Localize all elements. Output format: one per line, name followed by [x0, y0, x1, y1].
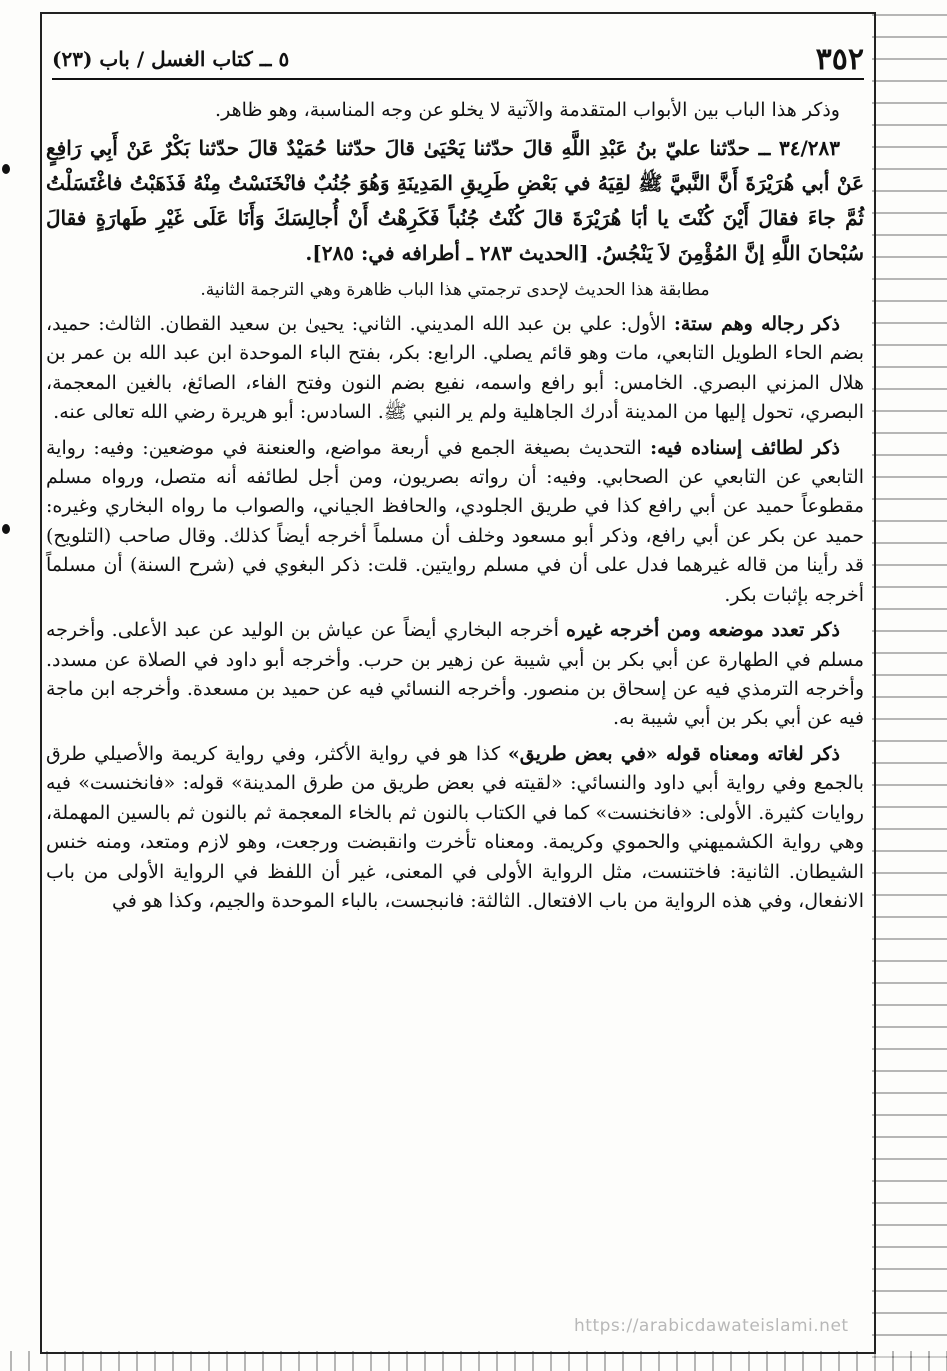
narrators-section: [46, 310, 864, 428]
section-heading: ذكر لطائف إسناده فيه:: [650, 436, 840, 459]
language-section: [46, 740, 864, 917]
paragraph-text: أخرجه البخاري أيضاً عن عياش بن الوليد عن عبد الأعلى. وأخرجه مسلم في الطهارة عن أبي بكر بن أبي شيبة عن زهير بن حرب. وأخرجه أبو داود في الصلاة عن مسدد. وأخرجه الترمذي فيه عن إسحاق بن منصور. وأخرجه النسائي فيه عن حميد بن مسعدة. وأخرجه ابن ماجة فيه عن أبي بكر بن أبي شيبة به.: [46, 619, 864, 730]
hadith-paragraph: [46, 131, 864, 271]
paragraph-text: التحديث بصيغة الجمع في أربعة مواضع، والعنعنة في موضعين: وفيه: رواية التابعي عن التابعي عن الصحابي. وفيه: أن رواته بصريون، ومن أجل لطائفه أنه متصل، ورواه مسلم مقطوعاً حميد عن أبي رافع كذا في طريق الجلودي، والحافظ الجياني، والصواب ما رواه البخاري وغيره: حميد عن بكر عن أبي رافع، وذكر أبو مسعود وخلف أن مسلماً أخرجه أيضاً كذلك. وقال صاحب (التلويح) قد رأينا من قاله غيرهما فدل على أن في مسلم روايتين. قلت: ذكر البغوي في (شرح السنة) أن مسلماً أخرجه بإثبات بكر.: [46, 436, 864, 606]
paragraph-text: وذكر هذا الباب بين الأبواب المتقدمة والآتية لا يخلو عن وجه المناسبة، وهو ظاهر.: [215, 99, 840, 121]
correspondence-note: [46, 277, 864, 303]
section-heading: ذكر تعدد موضعه ومن أخرجه غيره: [566, 619, 840, 642]
paragraph-text: مطابقة هذا الحديث لإحدى ترجمتي هذا الباب ظاهرة وهي الترجمة الثانية.: [200, 280, 710, 301]
sources-section: [46, 616, 864, 734]
isnad-section: [46, 434, 864, 611]
decorative-border-bottom: [0, 1351, 947, 1371]
running-title: ٥ ــ كتاب الغسل / باب (٢٣): [52, 47, 290, 71]
intro-paragraph: [46, 96, 864, 125]
paragraph-text: كذا هو في رواية الأكثر، وفي رواية كريمة والأصيلي طرق بالجمع وفي رواية أبي داود والنسائي: «لقيته في بعض طريق من طرق المدينة» قوله: «فانخنست» فيه روايات كثيرة. الأولى: «فانخنست» كما في الكتاب بالنون ثم بالخاء المعجمة ثم بالنون ثم بالسين المهملة، وهي رواية الكشميهني والحموي وكريمة. ومعناه تأخرت وانقبضت ورجعت، وهو لازم ومتعد، ومنه خنس الشيطان. الثانية: فاختنست، مثل الرواية الأولى في المعنى، غير أن اللفظ في الرواية الأولى من باب الانفعال، وفي هذه الرواية من باب الافتعال. الثالثة: فانبجست، بالباء الموحدة والجيم، وكذا هو في: [46, 742, 864, 913]
section-heading: ذكر لغاته ومعناه قوله «في بعض طريق»: [507, 742, 840, 765]
margin-mark: [2, 164, 10, 174]
page-body: [46, 96, 864, 923]
margin-mark: [2, 524, 10, 534]
hadith-text: عليّ بنُ عَبْدِ اللَّهِ قالَ حدّثنا يَحْيَىٰ قالَ حدّثنا حُمَيْدٌ قالَ حدّثنا بَكْرٌ عَنْ أَبِي رَافِعٍ عَنْ أبي هُرَيْرَةَ أَنَّ النَّبيَّ ﷺ لقِيَهُ في بَعْضِ طَرِيقِ المَدِينَةِ وَهُوَ جُنُبٌ فانْخَنَسْتُ مِنْهُ فَذَهَبْتُ فاغْتَسَلْتُ ثُمَّ جاءَ فقالَ أَيْنَ كُنْتَ يا أبَا هُرَيْرَةَ قالَ كُنْتُ جُنُباً فَكَرِهْتُ أَنْ أُجالِسَكَ وَأَنَا عَلَى غَيْرِ طَهارَةٍ فقالَ سُبْحانَ اللَّهِ إنَّ المُؤْمِنَ لاَ يَنْجُسُ. [الحديث ٢٨٣ ـ أطرافه في: ٢٨٥].: [46, 136, 864, 266]
source-watermark: https://arabicdawateislami.net: [574, 1316, 849, 1336]
page-number: ٣٥٢: [815, 41, 864, 77]
paragraph-text: الأول: علي بن عبد الله المديني. الثاني: يحيىٰ بن سعيد القطان. الثالث: حميد، بضم الحاء الطويل التابعي، مات وهو قائم يصلي. الرابع: بكر، بفتح الباء الموحدة ابن عبد الله بن عمر بن هلال المزني البصري. الخامس: أبو رافع واسمه، نفيع بضم النون وفتح الفاء، الصائغ، بالغين المعجمة، البصري، تحول إليها من المدينة أدرك الجاهلية ولم ير النبي ﷺ. السادس: أبو هريرة رضي الله تعالى عنه.: [46, 312, 864, 424]
hadith-number: ٣٤/٢٨٣ ــ حدّثنا: [709, 136, 841, 161]
page-header: [52, 40, 864, 80]
decorative-border-right: [872, 0, 947, 1371]
section-heading: ذكر رجاله وهم ستة:: [673, 312, 840, 335]
